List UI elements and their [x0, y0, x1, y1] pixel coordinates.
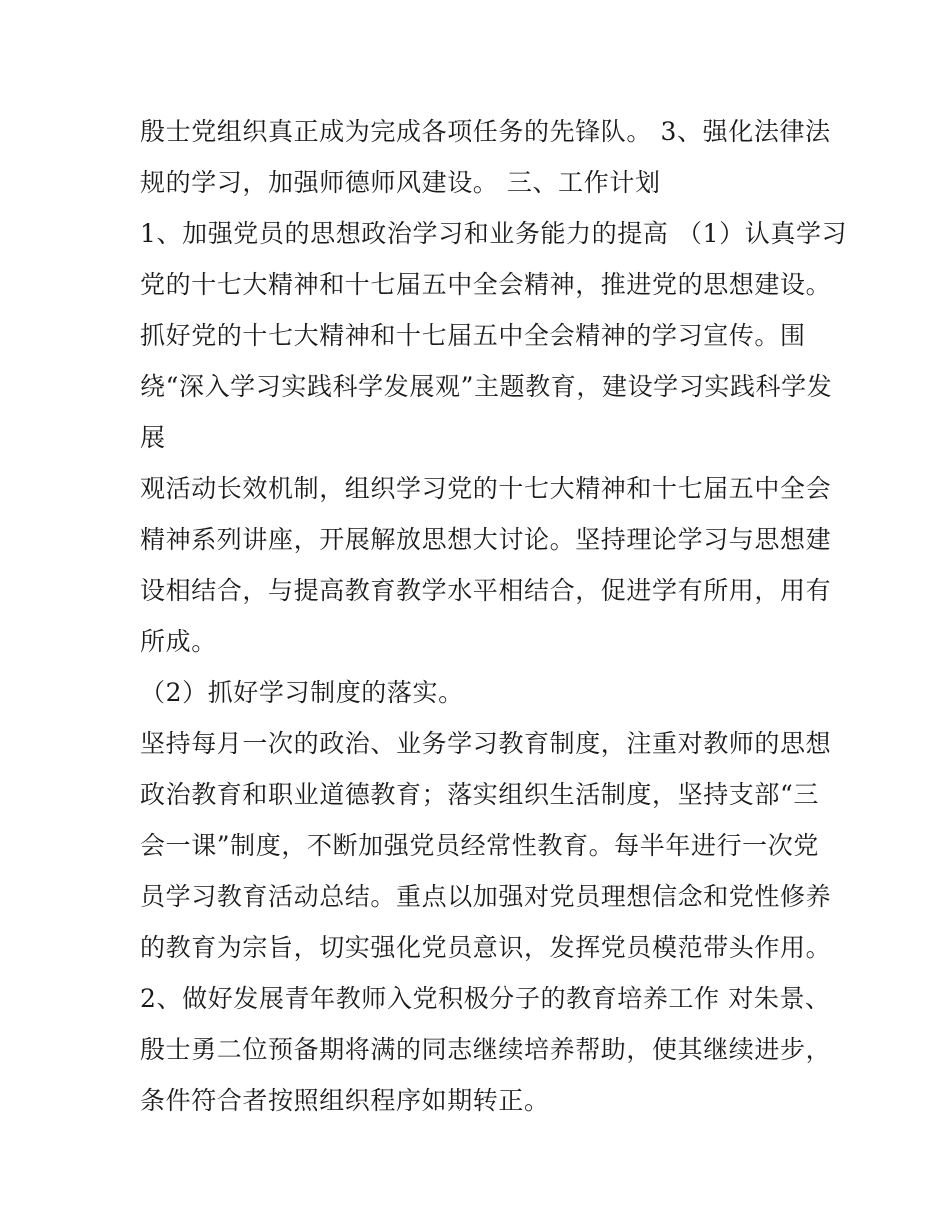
text-line: 殷士党组织真正成为完成各项任务的先锋队。 3、强化法律法 — [140, 117, 831, 146]
text-line: 2、做好发展青年教师入党积极分子的教育培养工作 对朱景、 — [140, 984, 831, 1013]
text-line: 观活动长效机制，组织学习党的十七大精神和十七届五中全会 — [140, 474, 832, 503]
text-line: 政治教育和职业道德教育；落实组织生活制度，坚持支部“三 — [140, 780, 819, 809]
text-line: 坚持每月一次的政治、业务学习教育制度，注重对教师的思想 — [140, 729, 832, 758]
text-line: 1、加强党员的思想政治学习和业务能力的提高 （1）认真学习 — [140, 219, 848, 248]
text-line: 抓好党的十七大精神和十七届五中全会精神的学习宣传。围 — [140, 321, 806, 350]
text-line: 会一课”制度，不断加强党员经常性教育。每半年进行一次党 — [140, 831, 819, 860]
document-body — [140, 106, 848, 1126]
text-line: 殷士勇二位预备期将满的同志继续培养帮助，使其继续进步， — [140, 1035, 832, 1064]
text-line: 绕“深入学习实践科学发展观”主题教育，建设学习实践科学发 — [140, 372, 833, 401]
text-line: 设相结合，与提高教育教学水平相结合，促进学有所用，用有 — [140, 576, 832, 605]
text-line: 员学习教育活动总结。重点以加强对党员理想信念和党性修养 — [140, 882, 832, 911]
text-line: 精神系列讲座，开展解放思想大讨论。坚持理论学习与思想建 — [140, 525, 832, 554]
text-line: 所成。 — [140, 627, 217, 656]
text-line: 展 — [140, 423, 166, 452]
text-line: 的教育为宗旨，切实强化党员意识，发挥党员模范带头作用。 — [140, 933, 832, 962]
text-line: 党的十七大精神和十七届五中全会精神，推进党的思想建设。 — [140, 270, 832, 299]
text-line: 条件符合者按照组织程序如期转正。 — [140, 1086, 550, 1115]
text-line: 规的学习，加强师德师风建设。 三、工作计划 — [140, 168, 661, 197]
text-line: （2）抓好学习制度的落实。 — [140, 678, 464, 707]
